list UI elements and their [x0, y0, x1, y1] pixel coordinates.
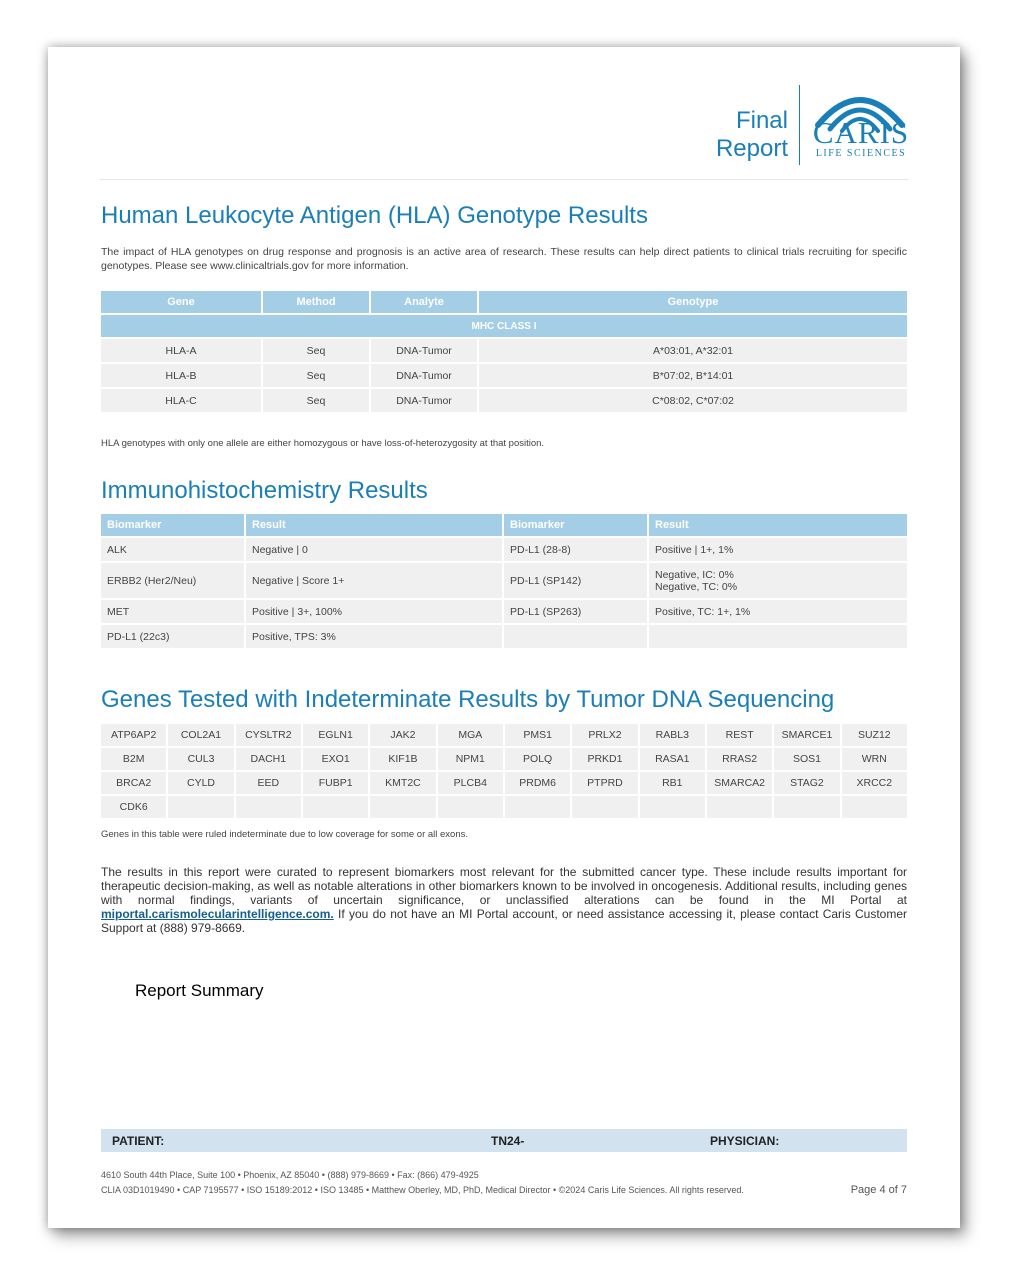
gene-cell: KMT2C — [370, 772, 435, 794]
ihc-result-cell — [649, 625, 907, 648]
ihc-biomarker-cell — [504, 625, 647, 648]
hla-description: The impact of HLA genotypes on drug response and prognosis is an active area of research. These results can help direct patients to clinical trials recruiting for specific genotypes. Please see www.clinicaltrials.gov for more information. — [101, 246, 907, 272]
gene-cell: PRLX2 — [572, 724, 637, 746]
gene-cell — [572, 796, 637, 818]
gene-cell — [370, 796, 435, 818]
header-divider — [799, 85, 800, 165]
ihc-biomarker-cell: PD-L1 (SP263) — [504, 600, 647, 623]
gene-cell — [707, 796, 772, 818]
hla-method-cell: Seq — [263, 389, 369, 412]
hla-gene-cell: HLA-B — [101, 364, 261, 387]
ihc-result-line: Negative, IC: 0% — [655, 568, 734, 581]
hla-genotype-cell: A*03:01, A*32:01 — [479, 339, 907, 362]
hla-header-row — [101, 291, 907, 313]
genes-note: Genes in this table were ruled indeterminate due to low coverage for some or all exons. — [101, 829, 469, 840]
hla-genotype-cell: B*07:02, B*14:01 — [479, 364, 907, 387]
table-row — [101, 563, 907, 598]
table-row — [101, 772, 907, 794]
ihc-col-biomarker: Biomarker — [101, 514, 244, 536]
caris-logo-subtext: LIFE SCIENCES — [815, 148, 907, 159]
ihc-biomarker-cell: PD-L1 (22c3) — [101, 625, 244, 648]
gene-cell: ATP6AP2 — [101, 724, 166, 746]
ihc-table — [99, 512, 909, 650]
genes-section-title: Genes Tested with Indeterminate Results by Tumor DNA Sequencing — [101, 686, 835, 713]
hla-table — [99, 289, 909, 414]
gene-cell: CUL3 — [168, 748, 233, 770]
gene-cell: STAG2 — [774, 772, 839, 794]
ihc-col-biomarker-2: Biomarker — [504, 514, 647, 536]
table-row — [101, 600, 907, 623]
gene-cell: EGLN1 — [303, 724, 368, 746]
hla-col-genotype: Genotype — [479, 291, 907, 313]
ihc-result-cell: Negative | 0 — [246, 538, 502, 561]
gene-cell: SMARCA2 — [707, 772, 772, 794]
gene-cell: SMARCE1 — [774, 724, 839, 746]
gene-cell — [438, 796, 503, 818]
report-page — [48, 47, 960, 1228]
ihc-biomarker-cell: PD-L1 (SP142) — [504, 563, 647, 598]
ihc-col-result: Result — [246, 514, 502, 536]
table-row — [101, 364, 907, 387]
ihc-result-cell — [649, 563, 907, 598]
gene-cell: EXO1 — [303, 748, 368, 770]
hla-analyte-cell: DNA-Tumor — [371, 339, 477, 362]
ihc-biomarker-cell: MET — [101, 600, 244, 623]
gene-cell: DACH1 — [236, 748, 301, 770]
gene-cell: CYLD — [168, 772, 233, 794]
ihc-result-cell: Positive | 3+, 100% — [246, 600, 502, 623]
table-row — [101, 796, 907, 818]
ihc-biomarker-cell: ALK — [101, 538, 244, 561]
gene-cell: RASA1 — [640, 748, 705, 770]
gene-cell: PTPRD — [572, 772, 637, 794]
ihc-col-result-2: Result — [649, 514, 907, 536]
hla-note: HLA genotypes with only one allele are either homozygous or have loss-of-heterozygosity at that position. — [101, 438, 545, 449]
gene-cell: COL2A1 — [168, 724, 233, 746]
report-summary-heading: Report Summary — [135, 981, 264, 1000]
gene-cell: NPM1 — [438, 748, 503, 770]
genes-table — [99, 722, 909, 820]
gene-cell: RRAS2 — [707, 748, 772, 770]
footer-address: 4610 South 44th Place, Suite 100 • Phoenix, AZ 85040 • (888) 979-8669 • Fax: (866) 479-4925 — [101, 1170, 479, 1180]
ihc-result-cell: Positive, TC: 1+, 1% — [649, 600, 907, 623]
ihc-result-cell: Negative | Score 1+ — [246, 563, 502, 598]
caris-logo-text: CARIS — [812, 115, 910, 150]
ihc-header-row — [101, 514, 907, 536]
gene-cell: RABL3 — [640, 724, 705, 746]
gene-cell — [168, 796, 233, 818]
summary-paragraph — [101, 865, 907, 935]
gene-cell — [774, 796, 839, 818]
header-rule — [100, 179, 908, 180]
gene-cell: PRDM6 — [505, 772, 570, 794]
hla-analyte-cell: DNA-Tumor — [371, 364, 477, 387]
page-number: Page 4 of 7 — [850, 1184, 907, 1196]
hla-gene-cell: HLA-C — [101, 389, 261, 412]
gene-cell: BRCA2 — [101, 772, 166, 794]
table-row — [101, 389, 907, 412]
patient-label: PATIENT: — [112, 1134, 165, 1148]
hla-genotype-cell: C*08:02, C*07:02 — [479, 389, 907, 412]
hla-analyte-cell: DNA-Tumor — [371, 389, 477, 412]
footer-credentials: CLIA 03D1019490 • CAP 7195577 • ISO 15189:2012 • ISO 13485 • Matthew Oberley, MD, PhD, Medical Director • ©2024 Caris Life Sciences. All rights reserved. — [101, 1185, 744, 1195]
hla-group-row — [101, 315, 907, 337]
gene-cell: JAK2 — [370, 724, 435, 746]
gene-cell: FUBP1 — [303, 772, 368, 794]
gene-cell: EED — [236, 772, 301, 794]
gene-cell: MGA — [438, 724, 503, 746]
ihc-result-cell: Positive | 1+, 1% — [649, 538, 907, 561]
hla-section-title: Human Leukocyte Antigen (HLA) Genotype Results — [101, 202, 648, 229]
gene-cell — [640, 796, 705, 818]
gene-cell: REST — [707, 724, 772, 746]
ihc-section-title: Immunohistochemistry Results — [101, 477, 428, 504]
table-row — [101, 339, 907, 362]
gene-cell — [505, 796, 570, 818]
table-row — [101, 625, 907, 648]
ihc-biomarker-cell: PD-L1 (28-8) — [504, 538, 647, 561]
hla-gene-cell: HLA-A — [101, 339, 261, 362]
hla-method-cell: Seq — [263, 364, 369, 387]
hla-col-method: Method — [263, 291, 369, 313]
ihc-biomarker-cell: ERBB2 (Her2/Neu) — [101, 563, 244, 598]
gene-cell: XRCC2 — [842, 772, 907, 794]
tn-label: TN24- — [491, 1134, 525, 1148]
hla-method-cell: Seq — [263, 339, 369, 362]
gene-cell — [236, 796, 301, 818]
gene-cell: WRN — [842, 748, 907, 770]
hla-col-gene: Gene — [101, 291, 261, 313]
summary-text-before-link: The results in this report were curated to represent biomarkers most relevant for the submitted cancer type. These include results important for therapeutic decision-making, as well as notable alterations in other biomarkers known to be involved in oncogenesis. Additional results, including genes with normal findings, variants of uncertain significance, or unclassified alterations can be found in the MI Portal at — [101, 865, 907, 907]
gene-cell: PMS1 — [505, 724, 570, 746]
hla-col-analyte: Analyte — [371, 291, 477, 313]
gene-cell: PRKD1 — [572, 748, 637, 770]
gene-cell — [842, 796, 907, 818]
gene-cell: RB1 — [640, 772, 705, 794]
report-title: Final Report — [715, 107, 788, 162]
hla-group-label: MHC CLASS I — [101, 315, 907, 337]
gene-cell: CYSLTR2 — [236, 724, 301, 746]
gene-cell: KIF1B — [370, 748, 435, 770]
gene-cell: POLQ — [505, 748, 570, 770]
table-row — [101, 748, 907, 770]
mi-portal-link[interactable]: miportal.carismolecularintelligence.com. — [101, 907, 334, 921]
gene-cell: B2M — [101, 748, 166, 770]
table-row — [101, 538, 907, 561]
ihc-result-line: Negative, TC: 0% — [655, 580, 738, 593]
physician-label: PHYSICIAN: — [710, 1134, 780, 1148]
ihc-result-cell: Positive, TPS: 3% — [246, 625, 502, 648]
gene-cell: SUZ12 — [842, 724, 907, 746]
summary-text-after-link: If you do not have an MI Portal account, or need assistance accessing it, please contact Caris Customer Support at (888) 979-8669. — [101, 907, 907, 935]
gene-cell: SOS1 — [774, 748, 839, 770]
gene-cell — [303, 796, 368, 818]
table-row — [101, 724, 907, 746]
gene-cell: CDK6 — [101, 796, 166, 818]
patient-bar — [101, 1129, 907, 1152]
gene-cell: PLCB4 — [438, 772, 503, 794]
